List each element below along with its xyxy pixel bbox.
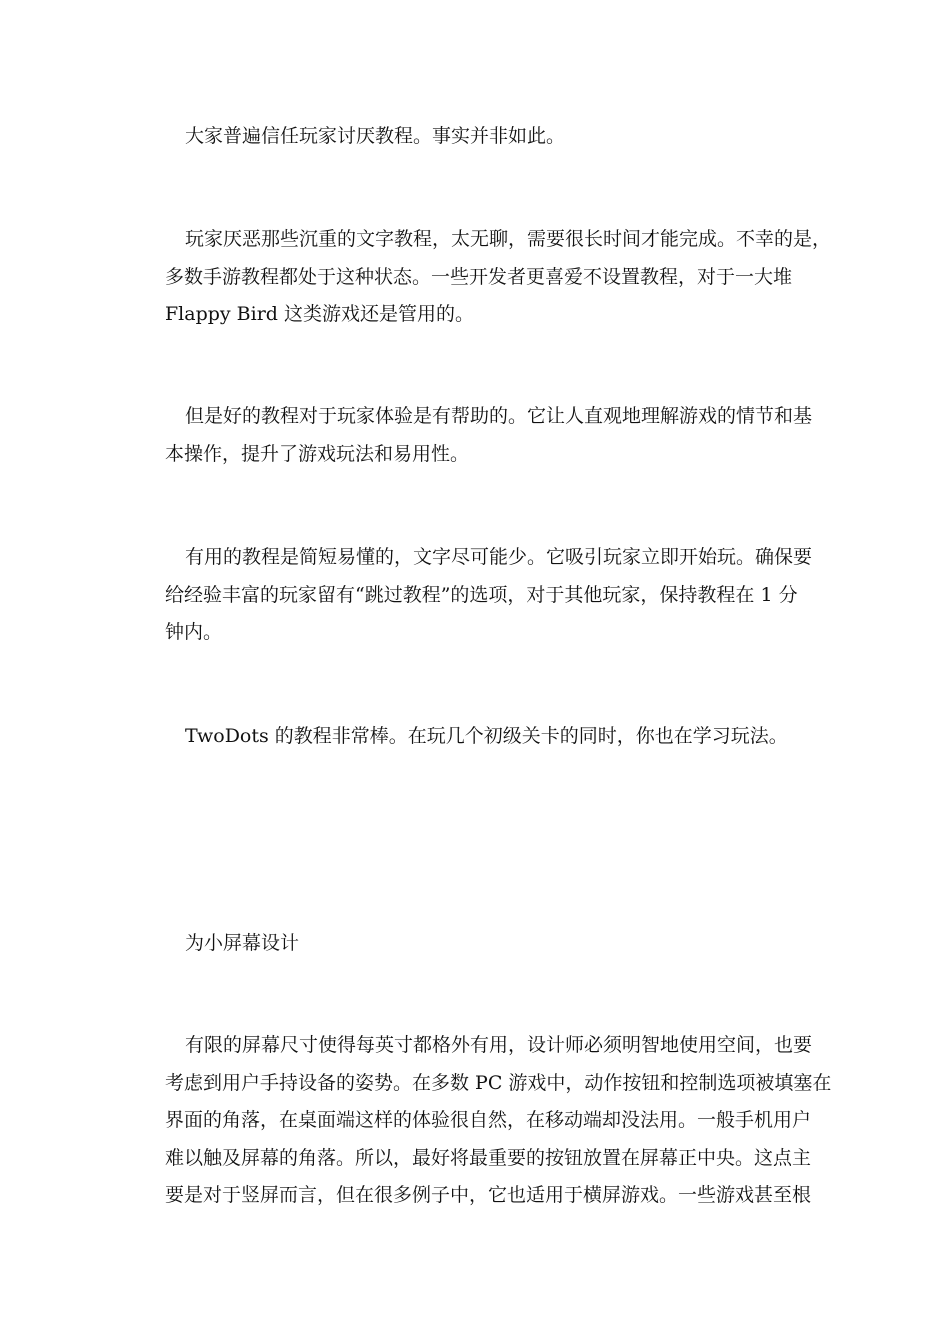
paragraph-6-line-4: 难以触及屏幕的角落。所以，最好将最重要的按钮放置在屏幕正中央。这点主 [165, 1146, 812, 1169]
paragraph-4-line-3: 钟内。 [165, 621, 223, 643]
paragraph-6-line-2: 考虑到用户手持设备的姿势。在多数 PC 游戏中，动作按钮和控制选项被填塞在 [165, 1071, 832, 1094]
paragraph-4 [145, 539, 813, 652]
paragraph-6 [145, 1027, 832, 1215]
paragraph-5-line-1: TwoDots 的教程非常棒。在玩几个初级关卡的同时，你也在学习玩法。 [185, 725, 788, 747]
paragraph-3-line-1: 但是好的教程对于玩家体验是有帮助的。它让人直观地理解游戏的情节和基 [185, 405, 813, 427]
paragraph-1 [145, 118, 805, 156]
paragraph-3 [145, 398, 813, 473]
section-heading-text: 为小屏幕设计 [185, 932, 300, 954]
paragraph-2-line-3: Flappy Bird 这类游戏还是管用的。 [165, 303, 475, 325]
paragraph-4-line-1: 有用的教程是简短易懂的，文字尽可能少。它吸引玩家立即开始玩。确保要 [185, 546, 813, 568]
paragraph-5 [145, 718, 805, 756]
paragraph-3-line-2: 本操作，提升了游戏玩法和易用性。 [165, 442, 470, 465]
paragraph-4-line-2: 给经验丰富的玩家留有“跳过教程”的选项，对于其他玩家，保持教程在 1 分 [165, 583, 798, 606]
paragraph-6-line-5: 要是对于竖屏而言，但在很多例子中，它也适用于横屏游戏。一些游戏甚至根 [165, 1184, 812, 1206]
paragraph-6-line-3: 界面的角落，在桌面端这样的体验很自然，在移动端却没法用。一般手机用户 [165, 1109, 812, 1131]
paragraph-2 [145, 221, 832, 334]
paragraph-6-line-1: 有限的屏幕尺寸使得每英寸都格外有用，设计师必须明智地使用空间，也要 [185, 1034, 813, 1056]
paragraph-2-line-2: 多数手游教程都处于这种状态。一些开发者更喜爱不设置教程，对于一大堆 [165, 265, 793, 288]
paragraph-1-line-1: 大家普遍信任玩家讨厌教程。事实并非如此。 [185, 125, 566, 147]
section-heading [145, 925, 805, 963]
paragraph-2-line-1: 玩家厌恶那些沉重的文字教程，太无聊，需要很长时间才能完成。不幸的是， [185, 228, 832, 250]
